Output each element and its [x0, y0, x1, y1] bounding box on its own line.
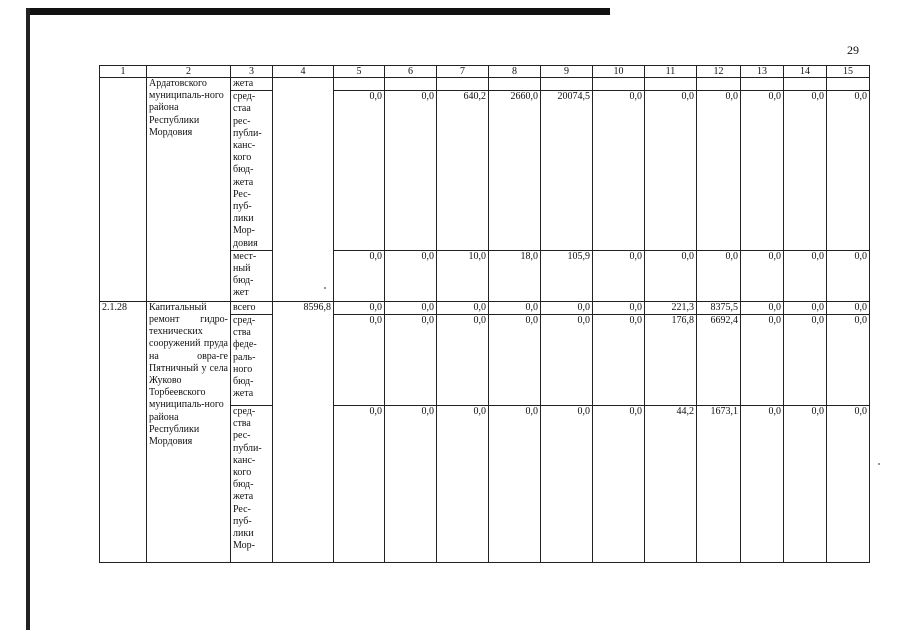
- value-cell: 0,0: [593, 315, 645, 406]
- scan-edge-top: [28, 8, 610, 15]
- column-number: 2: [147, 66, 231, 78]
- item-code-empty: [100, 78, 147, 302]
- value-cell: 10,0: [437, 250, 489, 301]
- value-cell: 0,0: [593, 301, 645, 314]
- column-number: 8: [489, 66, 541, 78]
- column-number: 15: [827, 66, 870, 78]
- value-cell: 0,0: [741, 315, 784, 406]
- funding-source: сред- ства рес- публи- канс- кого бюд- жета Рес- пуб- лики Мор-: [231, 406, 273, 563]
- value-cell: [741, 78, 784, 91]
- value-cell: 0,0: [334, 91, 385, 251]
- funding-source: всего: [231, 301, 273, 314]
- value-cell: 0,0: [334, 301, 385, 314]
- column-number: 1: [100, 66, 147, 78]
- value-cell: 0,0: [541, 301, 593, 314]
- value-cell: 0,0: [437, 301, 489, 314]
- value-cell: 0,0: [784, 315, 827, 406]
- value-cell: 0,0: [541, 315, 593, 406]
- value-cell: 0,0: [437, 315, 489, 406]
- page-number: 29: [847, 43, 859, 57]
- column-number: 9: [541, 66, 593, 78]
- column-number: 6: [385, 66, 437, 78]
- value-cell: [385, 78, 437, 91]
- value-cell: [489, 78, 541, 91]
- value-cell: 0,0: [593, 406, 645, 563]
- funding-source: сред- ства феде- раль- ного бюд- жета: [231, 315, 273, 406]
- item-code: 2.1.28: [100, 301, 147, 562]
- column-number: 3: [231, 66, 273, 78]
- value-cell: 20074,5: [541, 91, 593, 251]
- value-cell: 0,0: [741, 91, 784, 251]
- value-cell: 0,0: [645, 91, 697, 251]
- column-number: 10: [593, 66, 645, 78]
- value-cell: [697, 78, 741, 91]
- value-cell: 0,0: [827, 315, 870, 406]
- value-cell: 0,0: [334, 250, 385, 301]
- value-cell: 0,0: [489, 406, 541, 563]
- scan-speck: [878, 463, 880, 465]
- value-cell: 1673,1: [697, 406, 741, 563]
- column-number: 13: [741, 66, 784, 78]
- value-cell: 0,0: [827, 301, 870, 314]
- value-cell: 44,2: [645, 406, 697, 563]
- column-number: 11: [645, 66, 697, 78]
- value-cell: 0,0: [385, 315, 437, 406]
- total-cost-empty: [273, 78, 334, 302]
- value-cell: 176,8: [645, 315, 697, 406]
- scan-edge-left: [26, 8, 30, 630]
- column-number: 5: [334, 66, 385, 78]
- value-cell: 0,0: [385, 250, 437, 301]
- value-cell: 0,0: [827, 406, 870, 563]
- value-cell: 0,0: [437, 406, 489, 563]
- value-cell: 221,3: [645, 301, 697, 314]
- funding-source: сред- стаа рес- публи- канс- кого бюд- жета Рес- пуб- лики Мор- довия: [231, 91, 273, 251]
- value-cell: 18,0: [489, 250, 541, 301]
- value-cell: 0,0: [593, 91, 645, 251]
- value-cell: [437, 78, 489, 91]
- value-cell: 0,0: [645, 250, 697, 301]
- value-cell: [784, 78, 827, 91]
- value-cell: 0,0: [741, 250, 784, 301]
- value-cell: 0,0: [541, 406, 593, 563]
- value-cell: 8375,5: [697, 301, 741, 314]
- value-cell: 0,0: [697, 250, 741, 301]
- value-cell: 0,0: [784, 250, 827, 301]
- column-number: 7: [437, 66, 489, 78]
- value-cell: 0,0: [827, 250, 870, 301]
- item-description: Капитальный ремонт гидро-технических сооружений пруда на овра-ге Пятничный у села Жуково Торбеевского муниципаль-ного района Республики Мордовия: [147, 301, 231, 562]
- value-cell: 0,0: [784, 91, 827, 251]
- value-cell: 0,0: [385, 406, 437, 563]
- funding-source: жета: [231, 78, 273, 91]
- value-cell: [827, 78, 870, 91]
- column-number: 4: [273, 66, 334, 78]
- value-cell: [593, 78, 645, 91]
- value-cell: 2660,0: [489, 91, 541, 251]
- column-number: 14: [784, 66, 827, 78]
- total-cost: 8596,8: [273, 301, 334, 562]
- value-cell: 0,0: [741, 406, 784, 563]
- value-cell: 105,9: [541, 250, 593, 301]
- column-number-row: [100, 66, 870, 78]
- value-cell: [541, 78, 593, 91]
- value-cell: 6692,4: [697, 315, 741, 406]
- value-cell: 0,0: [334, 315, 385, 406]
- value-cell: 0,0: [489, 301, 541, 314]
- value-cell: 0,0: [697, 91, 741, 251]
- value-cell: 0,0: [593, 250, 645, 301]
- value-cell: 0,0: [385, 301, 437, 314]
- value-cell: 0,0: [741, 301, 784, 314]
- funding-source: мест- ный бюд- жет: [231, 250, 273, 301]
- value-cell: 0,0: [784, 301, 827, 314]
- value-cell: 0,0: [385, 91, 437, 251]
- value-cell: 0,0: [784, 406, 827, 563]
- value-cell: 0,0: [489, 315, 541, 406]
- value-cell: 640,2: [437, 91, 489, 251]
- value-cell: 0,0: [827, 91, 870, 251]
- item-description: Ардатовского муниципаль-ного района Республики Мордовия: [147, 78, 231, 302]
- value-cell: 0,0: [334, 406, 385, 563]
- column-number: 12: [697, 66, 741, 78]
- table-row: [100, 301, 870, 314]
- table-row: [100, 78, 870, 91]
- value-cell: [645, 78, 697, 91]
- budget-table: [99, 65, 870, 563]
- value-cell: [334, 78, 385, 91]
